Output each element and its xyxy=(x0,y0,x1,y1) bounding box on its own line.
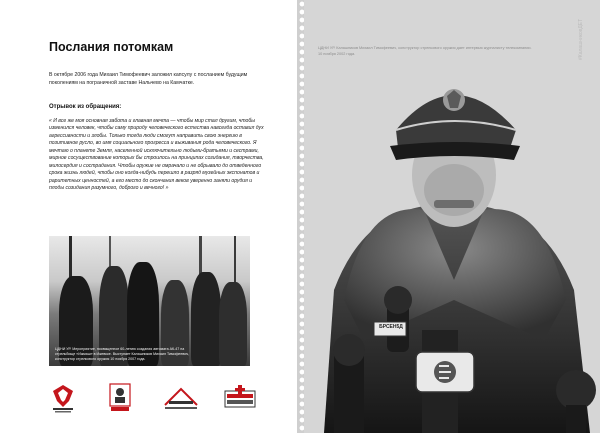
archive-logo xyxy=(223,383,257,413)
quote-text: « И все же моя основная забота и главная мечта — чтобы мир стал другим, чтобы изменился человек, чтобы саму природу человеческого естества навсегда оставил дух агрессивности и злобы. Только тогда люди смогут направить свою энергию в позитивное русло, во имя социального прогресса и выживания рода человеческого. Я мечтаю о планете Земля, населенной исключительно людьми-братьями и сестрами, мирное сосуществование которых бы строилось на принципах созидания, творчества, милосердия и сострадания. Чтобы оружие не омрачало и не обрывало до отведенного срока жизнь людей, чтобы оно когда-нибудь перешло в разряд музейных экспонатов и раритетных ценностей, а его место до скончания веков уверенно заняли орудия и плоды созидания разумного, доброго и вечного! » xyxy=(49,118,264,192)
anniversary-logo xyxy=(105,383,135,413)
excerpt-heading: Отрывок из обращения: xyxy=(49,104,122,110)
udmurtia-logo xyxy=(49,383,77,413)
right-photo-caption: ЦДНИ УР. Калашников Михаил Тимофеевич, конструктор стрелкового оружия дает интервью журналисту телекомпании. 10 ноября 2002 года. xyxy=(318,46,532,56)
museum-logo xyxy=(161,383,201,413)
page-title: Послания потомкам xyxy=(49,40,174,54)
photo-caption: ЦДНИ УР. Мероприятие, посвященное 60-летию создания автомата АК-47 на стрельбище «Ижмаш» в Ижевске. Выступает Калашников Михаил Тимофеевич, конструктор стрелкового оружия 10 ноября 2007 года. xyxy=(55,347,190,361)
right-page-photo xyxy=(304,0,600,433)
hashtag-label: #КалашниковДЕТ xyxy=(578,18,584,60)
microphone-label: БРСЕН5Д xyxy=(379,324,403,330)
logo-row xyxy=(49,383,269,413)
intro-text: В октябре 2006 года Михаил Тимофеевич заложил капсулу с посланием будущим поколениям на пограничной заставе Нальчево на Камчатке. xyxy=(49,72,248,86)
portrait-photo xyxy=(304,0,600,433)
event-photo xyxy=(49,236,250,366)
